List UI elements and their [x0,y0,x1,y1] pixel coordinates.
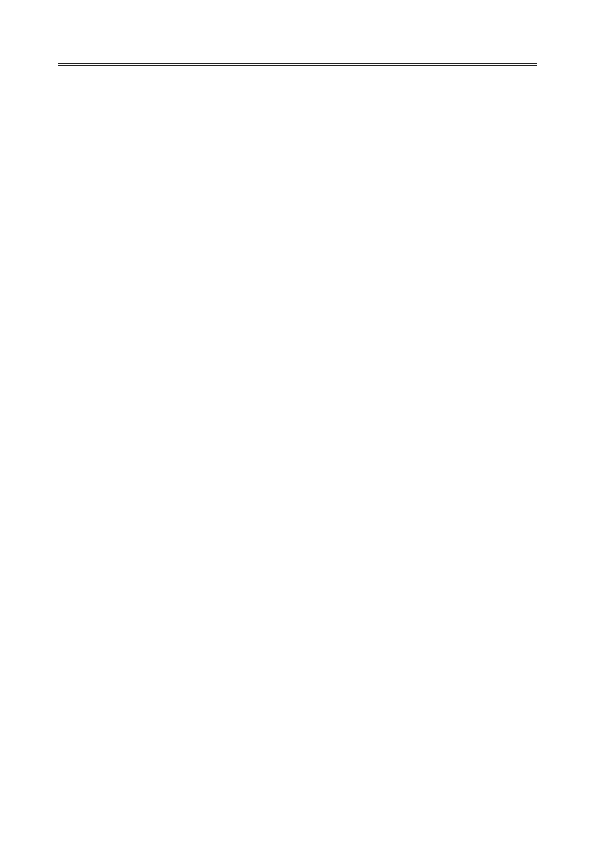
header-rule-thin [58,65,537,66]
running-header [58,44,533,62]
header-rule [58,63,537,64]
